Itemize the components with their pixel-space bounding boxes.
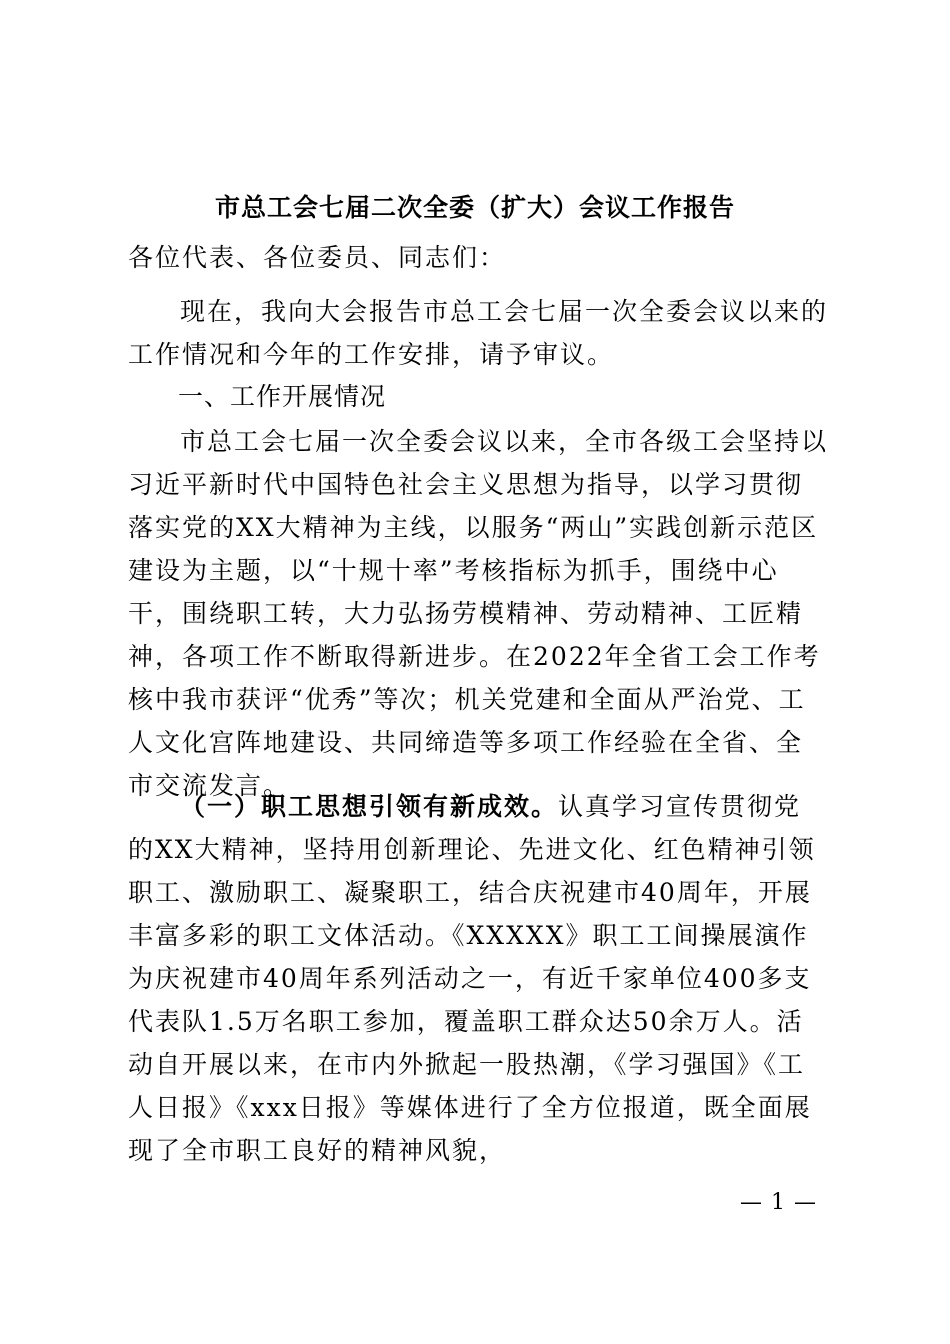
document-title: 市总工会七届二次全委（扩大）会议工作报告	[214, 193, 735, 222]
subsection-lead: （一）职工思想引领有新成效。	[180, 792, 559, 821]
salutation: 各位代表、各位委员、同志们：	[128, 243, 507, 272]
section-heading: 一、工作开展情况	[178, 382, 387, 411]
subsection-body: 认真学习宣传贯彻党的XX大精神，坚持用创新理论、先进文化、红色精神引领职工、激励职工、凝聚职工，结合庆祝建市40周年，开展丰富多彩的职工文体活动。《XXXXX》职工工间操展演作为庆祝建市40周年系列活动之一，有近千家单位400多支代表队1.5万名职工参加，覆盖职工群众达50余万人。活动自开展以来，在市内外掀起一股热潮，《学习强国》《工人日报》《xxx日报》等媒体进行了全方位报道，既全面展现了全市职工良好的精神风貌，	[128, 792, 816, 1165]
subsection-paragraph	[128, 785, 828, 1172]
page-number: — 1 —	[740, 1190, 817, 1215]
section-paragraph: 市总工会七届一次全委会议以来，全市各级工会坚持以习近平新时代中国特色社会主义思想为指导，以学习贯彻落实党的XX大精神为主线，以服务“两山”实践创新示范区建设为主题，以“十规十率”考核指标为抓手，围绕中心干，围绕职工转，大力弘扬劳模精神、劳动精神、工匠精神，各项工作不断取得新进步。在2022年全省工会工作考核中我市获评“优秀”等次；机关党建和全面从严治党、工人文化宫阵地建设、共同缔造等多项工作经验在全省、全市交流发言。	[128, 427, 829, 800]
intro-paragraph: 现在，我向大会报告市总工会七届一次全委会议以来的工作情况和今年的工作安排，请予审议。	[128, 297, 829, 369]
